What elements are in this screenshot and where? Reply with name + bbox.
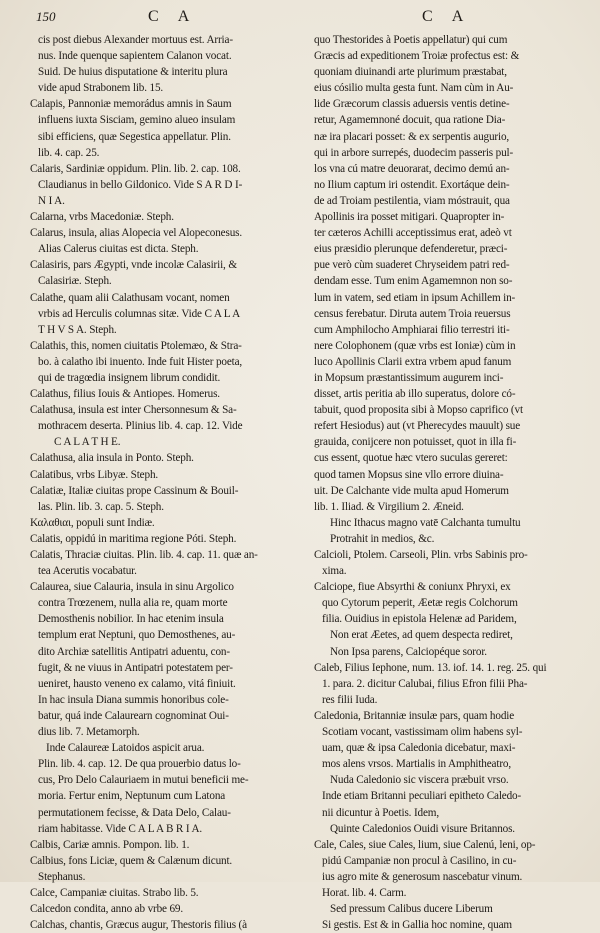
text-line: Calapis, Pannoniæ memorádus amnis in Saum: [30, 98, 232, 111]
text-line: quo Thestorides à Poetis appellatur) qui cum: [314, 34, 508, 46]
text-line: ueniret, hausto veneno ex calamo, vitá finiuit.: [38, 677, 236, 690]
text-line: Calatis, Thraciæ ciuitas. Plin. lib. 4. cap. 11. quæ an-: [30, 549, 258, 561]
text-line: luco Apollinis Clarii extra vrbem apud fanum: [314, 355, 512, 368]
text-line: Calasiris, pars Ægypti, vnde incolæ Calasirii, &: [30, 259, 237, 272]
text-line: Inde Calaureæ Latoidos aspicit arua.: [46, 742, 205, 755]
text-line: cus, Pro Delo Calauriaem in mutui beneficii me-: [38, 774, 249, 787]
text-line: tabuit, quod proposita sibi à Mopso caprifico (vt: [314, 404, 523, 417]
text-line: 1. para. 2. dicitur Calubai, filius Efron filii Pha-: [322, 677, 528, 690]
text-line: Caledonia, Britanniæ insulæ pars, quam hodie: [314, 709, 515, 722]
text-line: Quinte Caledonios Ouidi visure Britannos.: [330, 822, 515, 835]
right-text-column: [314, 32, 582, 933]
text-line: Calcedon condita, anno ab vrbe 69.: [30, 903, 184, 916]
text-line: Calatis, oppidú in maritima regione Póti. Steph.: [30, 532, 237, 545]
text-line: T H V S A. Steph.: [38, 323, 117, 336]
text-line: Calbius, fons Liciæ, quem & Calænum dicunt.: [30, 854, 233, 867]
text-line: Calaurea, siue Calauria, insula in sinu Argolico: [30, 581, 234, 594]
text-line: cus essent, quotue hæc vtero suculas gereret:: [314, 452, 508, 465]
text-line: Calathus, filius Iouis & Antiopes. Homerus.: [30, 388, 220, 401]
text-line: influens iuxta Sisciam, gemino alueo insulam: [38, 114, 236, 127]
text-line: res filii Iuda.: [322, 693, 378, 706]
text-line: Stephanus.: [38, 870, 86, 883]
text-line: lide Græcorum classis aduersis ventis detine-: [314, 98, 510, 111]
text-line: Hinc Ithacus magno vatē Calchanta tumultu: [330, 516, 521, 529]
text-line: contra Trœzenem, nulla alia re, quam morte: [38, 597, 228, 610]
text-line: dius lib. 7. Metamorph.: [38, 726, 140, 739]
text-line: in Mopsum præstantissimum augurem inci-: [314, 371, 504, 384]
text-line: Sed pressum Calibus ducere Liberum: [330, 903, 493, 916]
text-line: Nuda Caledonio sic viscera præbuit vrso.: [330, 774, 509, 787]
text-line: Calasiriæ. Steph.: [38, 275, 112, 288]
text-line: nii dicuntur à Poetis. Idem,: [322, 806, 439, 819]
text-line: qui in arbore surrepés, duodecim passeris pul-: [314, 146, 514, 159]
text-line: mothracem deserta. Plinius lib. 4. cap. 12. Vide: [38, 420, 243, 433]
text-line: Plin. lib. 4. cap. 12. De qua prouerbio datus lo-: [38, 758, 241, 771]
text-line: quod tamen Mopsus sine vllo errore diuina-: [314, 468, 504, 481]
text-line: Calathusa, alia insula in Ponto. Steph.: [30, 452, 194, 465]
text-line: uit. De Calchante vide multa apud Homerum: [314, 484, 509, 497]
text-line: cis post diebus Alexander mortuus est. Arria-: [38, 34, 233, 46]
text-line: Calatiæ, Italiæ ciuitas prope Cassinum & Bouil-: [30, 484, 239, 497]
text-line: Καλαθιαι, populi sunt Indiæ.: [30, 516, 155, 529]
text-line: qui de tragœdia insignem librum condidit.: [38, 371, 221, 384]
text-line: lib. 4. cap. 25.: [38, 146, 100, 159]
text-line: Calaris, Sardiniæ oppidum. Plin. lib. 2. cap. 108.: [30, 162, 241, 175]
page-header: [0, 6, 600, 28]
text-line: pue verò cùm suaderet Chryseidem patri red-: [314, 259, 510, 272]
text-line: Caleb, Filius Iephone, num. 13. iof. 14. 1. reg. 25. qui: [314, 661, 547, 674]
text-line: templum erat Neptuni, quo Demosthenes, au-: [38, 629, 236, 642]
text-line: Calchas, chantis, Græcus augur, Thestoris filius (à: [30, 919, 247, 932]
text-line: dito Archiæ satellitis Antipatri aduentu, con-: [38, 645, 230, 658]
right-running-head: C A: [422, 8, 472, 25]
text-line: Græcis ad expeditionem Troiæ profectus est: &: [314, 50, 520, 63]
text-line: Horat. lib. 4. Carm.: [322, 886, 407, 899]
page-number: 150: [36, 9, 56, 24]
text-line: fugit, & ne viuus in Antipatri potestatem per-: [38, 661, 233, 674]
text-line: ter cæteros Achilli acceptissimus erat, adeò vt: [314, 227, 512, 240]
text-line: lib. 1. Iliad. & Virgilium 2. Æneid.: [314, 500, 464, 513]
text-line: vide apud Strabonem lib. 15.: [38, 82, 164, 95]
text-line: pidú Campaniæ non procul à Casilino, in cu-: [322, 854, 517, 867]
text-line: Scotiam vocant, vastissimam olim habens syl-: [322, 726, 523, 739]
text-line: Calathis, this, nomen ciuitatis Ptolemæo, & Stra-: [30, 339, 242, 352]
text-line: Demosthenis nobilior. In hac etenim insula: [38, 613, 224, 626]
text-line: Calcioli, Ptolem. Carseoli, Plin. vrbs Sabinis pro-: [314, 549, 528, 561]
text-line: bo. à calatho ibi inuento. Inde fuit Hister poeta,: [38, 355, 243, 368]
text-line: Suid. De huius disputatione & interitu plura: [38, 66, 228, 79]
text-line: nere Colophonem (quæ vrbs est Ioniæ) cùm in: [314, 339, 516, 352]
text-line: moria. Fertur enim, Neptunum cum Latona: [38, 790, 226, 803]
text-line: uam, quæ & ipsa Caledonia dicebatur, maxi-: [322, 742, 516, 755]
text-line: vrbis ad Herculis columnas sitæ. Vide C A L A: [38, 307, 241, 320]
text-line: xima.: [322, 565, 347, 578]
text-line: permutationem fecisse, & Data Delo, Calau-: [38, 806, 231, 819]
text-line: Calathusa, insula est inter Chersonnesum & Sa-: [30, 404, 237, 417]
text-line: Calce, Campaniæ ciuitas. Strabo lib. 5.: [30, 886, 199, 899]
text-line: Alias Calerus ciuitas est dicta. Steph.: [38, 243, 199, 256]
text-line: Calciope, fiue Absyrthi & coniunx Phryxi, ex: [314, 581, 511, 594]
text-line: Non erat Æetes, ad quem despecta rediret,: [330, 629, 513, 642]
text-line: refert Hesiodus) aut (vt Pherecydes mauult) sue: [314, 420, 521, 433]
text-line: N I A.: [38, 194, 65, 207]
text-line: Calarna, vrbs Macedoniæ. Steph.: [30, 211, 174, 224]
text-line: lum in vatem, sed etiam in ipsum Achillem in-: [314, 291, 516, 304]
text-line: las. Plin. lib. 3. cap. 5. Steph.: [38, 500, 164, 513]
text-line: retur, Agamemnoné docuit, qua ratione Dia-: [314, 114, 506, 127]
text-line: sibi efficiens, quæ Segestica appellatur. Plin.: [38, 130, 231, 143]
text-line: Inde etiam Britanni peculiari epitheto Caledo-: [322, 790, 522, 803]
text-line: In hac insula Diana summis honoribus cole-: [38, 693, 229, 706]
text-line: nus. Inde quenque sapientem Calanon vocat.: [38, 50, 232, 63]
left-text-column: [30, 32, 302, 933]
left-running-head: C A: [148, 8, 198, 25]
text-line: batur, quá inde Calaurearn cognominat Oui-: [38, 709, 229, 722]
text-line: eius cósilio multa gesta funt. Nam cùm in Au-: [314, 82, 514, 95]
text-line: los vna cú matre deuorarat, decimo demú an-: [314, 162, 510, 175]
text-line: Calatibus, vrbs Libyæ. Steph.: [30, 468, 159, 481]
text-line: Cale, Cales, siue Cales, lium, siue Calenú, leni, op-: [314, 838, 536, 851]
text-line: C A L A T H E.: [54, 436, 121, 449]
text-line: quoniam diuinandi arte plurimum præstabat,: [314, 66, 507, 79]
text-line: næ ira placari posset: & ex serpentis augurio,: [314, 130, 510, 143]
text-line: quo Cytorum peperit, Æetæ regis Colchorum: [322, 597, 518, 610]
text-line: eius præsidio plerunque defenderetur, præci-: [314, 243, 508, 256]
text-line: Calarus, insula, alias Alopecia vel Alopeconesus.: [30, 227, 242, 240]
text-line: disset, artis peritia ab illo superatus, dolore có-: [314, 388, 516, 401]
text-line: de ad Troiam pestilentia, viam móstrauit, qua: [314, 194, 510, 207]
text-line: tea Acerutis vocabatur.: [38, 565, 137, 578]
text-line: census ferebatur. Diruta autem Troia reuersus: [314, 307, 511, 320]
text-line: ius agro mite & generosum nascebatur vinum.: [322, 870, 523, 883]
text-line: Calathe, quam alii Calathusam vocant, nomen: [30, 291, 230, 304]
text-line: Calbis, Cariæ amnis. Pompon. lib. 1.: [30, 838, 190, 851]
text-line: Claudianus in bello Gildonico. Vide S A R D I-: [38, 178, 243, 191]
text-line: riam habitasse. Vide C A L A B R I A.: [38, 822, 203, 835]
text-line: cum Amphilocho Amphiarai filio terrestri iti-: [314, 323, 510, 336]
text-line: Apollinis ira posset mitigari. Quapropter in-: [314, 211, 505, 224]
text-line: Protrahit in medios, &c.: [330, 532, 435, 545]
text-line: grauida, conijcere non potuisset, quot in illa fi-: [314, 436, 517, 449]
text-line: no Ilium captum iri ostendit. Exortáque dein-: [314, 178, 510, 191]
text-line: filia. Ouidius in epistola Helenæ ad Paridem,: [322, 613, 517, 626]
text-line: Non Ipsa parens, Calciopéque soror.: [330, 645, 487, 658]
text-line: dendam esse. Tum enim Agamemnon non so-: [314, 275, 513, 288]
text-line: Si gestis. Est & in Gallia hoc nomine, quam: [322, 919, 512, 932]
text-line: mos alens vrsos. Martialis in Amphitheatro,: [322, 758, 511, 771]
